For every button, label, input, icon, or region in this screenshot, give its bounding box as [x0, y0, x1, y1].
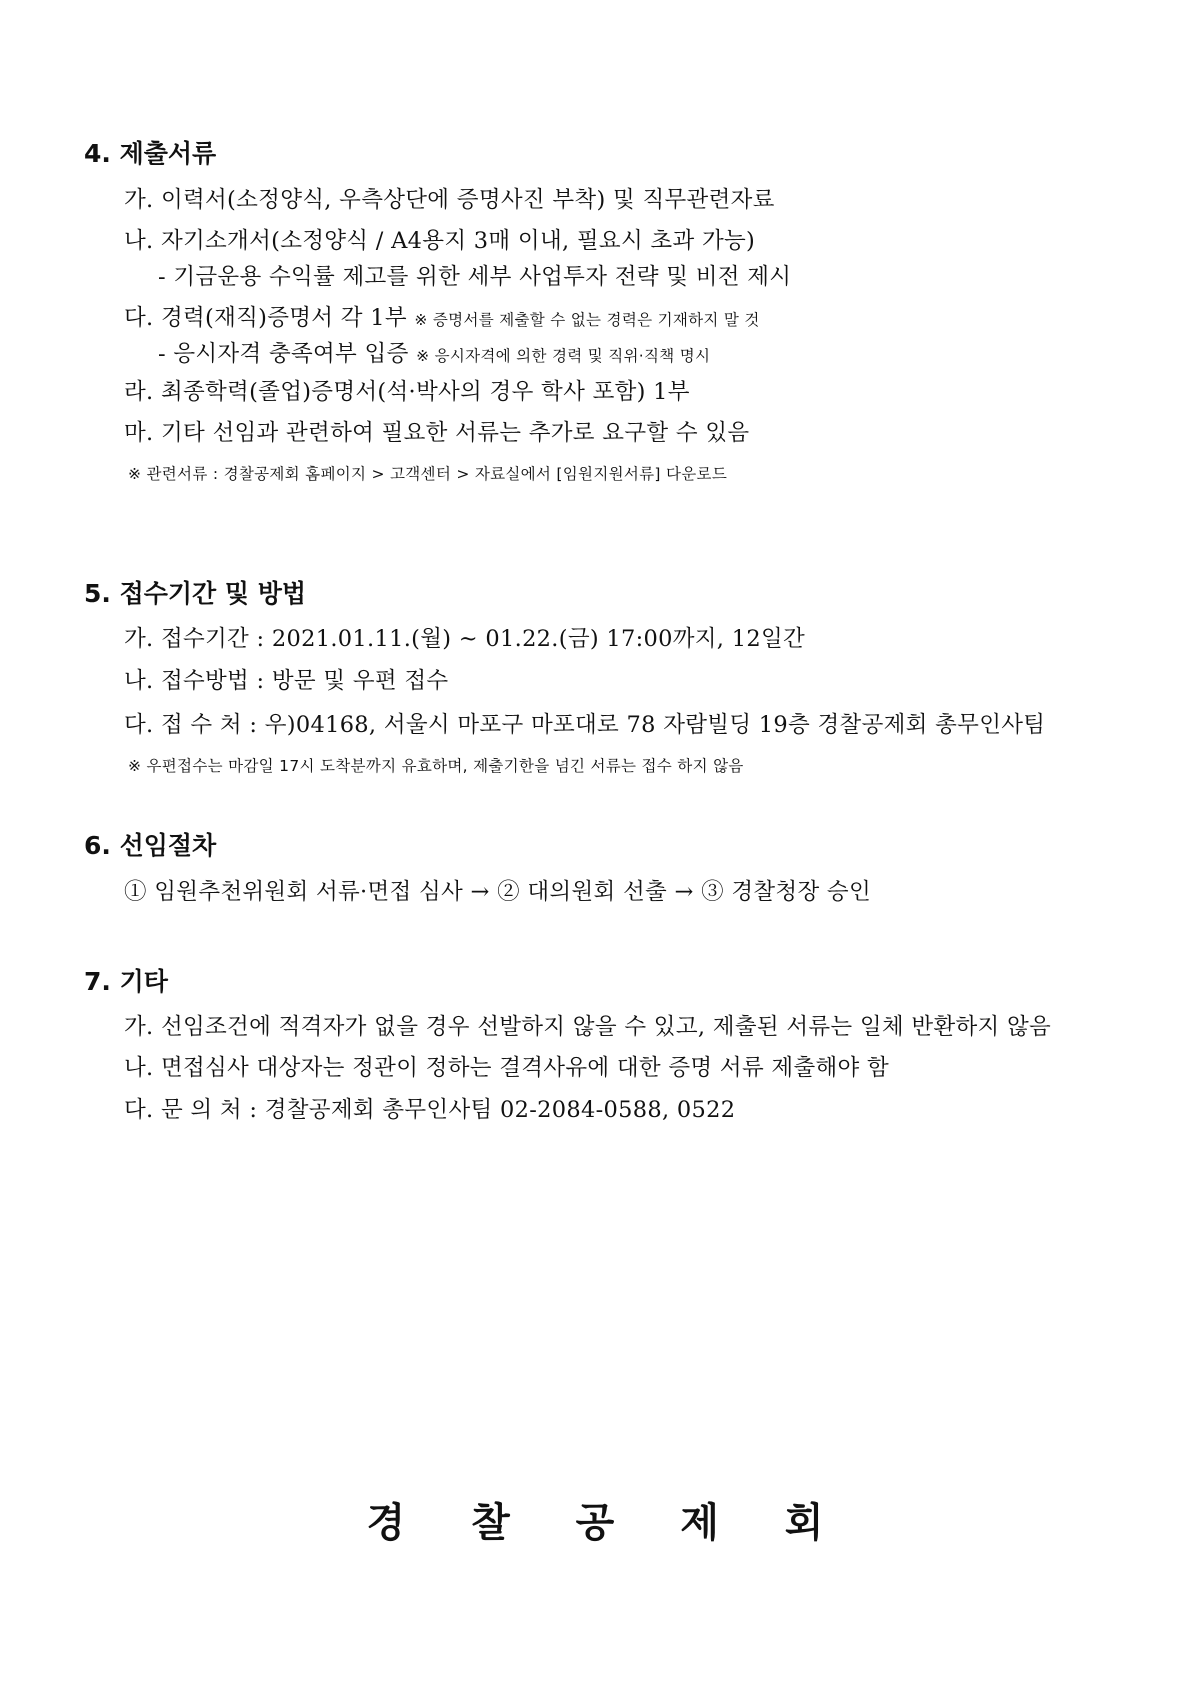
section-heading-others: 7. 기타 [84, 967, 168, 996]
list-item: 나. 접수방법 : 방문 및 우편 접수 [124, 668, 449, 694]
list-item: 가. 접수기간 : 2021.01.11.(월) ~ 01.22.(금) 17:00까지, 12일간 [124, 626, 806, 652]
list-item-text: 다. 경력(재직)증명서 각 1부 [124, 305, 407, 331]
list-item: 가. 이력서(소정양식, 우측상단에 증명사진 부착) 및 직무관련자료 [124, 187, 775, 213]
list-item: 다. 접 수 처 : 우)04168, 서울시 마포구 마포대로 78 자람빌딩 19층 경찰공제회 총무인사팀 [124, 712, 1046, 738]
organization-name: 경 찰 공 제 회 [366, 1500, 850, 1546]
list-item: 라. 최종학력(졸업)증명서(석·박사의 경우 학사 포함) 1부 [124, 379, 690, 405]
list-item: 다. 문 의 처 : 경찰공제회 총무인사팀 02-2084-0588, 0522 [124, 1097, 736, 1123]
list-item: 가. 선임조건에 적격자가 없을 경우 선발하지 않을 수 있고, 제출된 서류는 일체 반환하지 않음 [124, 1014, 1052, 1040]
note: ※ 우편접수는 마감일 17시 도착분까지 유효하며, 제출기한을 넘긴 서류는 접수 하지 않음 [128, 757, 744, 775]
list-item: 마. 기타 선임과 관련하여 필요한 서류는 추가로 요구할 수 있음 [124, 420, 750, 446]
section-heading-submission-documents: 4. 제출서류 [84, 139, 217, 168]
inline-note: ※ 응시자격에 의한 경력 및 직위·직책 명시 [416, 347, 711, 365]
list-item: 나. 자기소개서(소정양식 / A4용지 3매 이내, 필요시 초과 가능) [124, 228, 756, 254]
section-heading-selection-procedure: 6. 선임절차 [84, 831, 217, 860]
inline-note: ※ 증명서를 제출할 수 없는 경력은 기재하지 말 것 [414, 311, 760, 329]
list-item: ① 임원추천위원회 서류·면접 심사 → ② 대의원회 선출 → ③ 경찰청장 승인 [124, 879, 872, 905]
list-item [124, 303, 760, 335]
list-subitem: - 기금운용 수익률 제고를 위한 세부 사업투자 전략 및 비전 제시 [158, 264, 792, 290]
list-item: 나. 면접심사 대상자는 정관이 정하는 결격사유에 대한 증명 서류 제출해야 함 [124, 1055, 890, 1081]
section-heading-application-period: 5. 접수기간 및 방법 [84, 579, 307, 608]
note: ※ 관련서류 : 경찰공제회 홈페이지 > 고객센터 > 자료실에서 [임원지원서류] 다운로드 [128, 465, 728, 483]
list-subitem-text: - 응시자격 충족여부 입증 [158, 341, 409, 367]
list-subitem [158, 339, 710, 371]
